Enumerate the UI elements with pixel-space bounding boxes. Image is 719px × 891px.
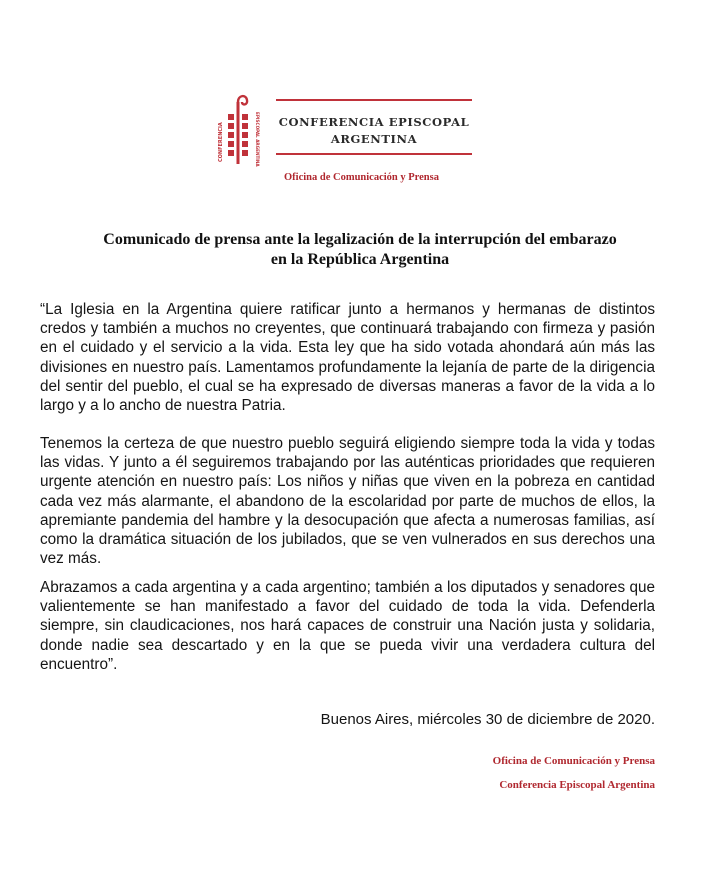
office-name: Oficina de Comunicación y Prensa bbox=[284, 172, 439, 183]
svg-text:EPISCOPAL ARGENTINA: EPISCOPAL ARGENTINA bbox=[255, 112, 260, 167]
letterhead-bottom-rule bbox=[276, 153, 472, 155]
paragraph-2: Tenemos la certeza de que nuestro pueblo seguirá eligiendo siempre toda la vida y todas las vidas. Y junto a él seguiremos trabajando por las auténticas prioridades que requieren urgente atención en nuestro país: Los niños y niñas que viven en la pobreza en cantidad cada vez más alarmante, el abandono de la escolaridad por parte de muchos de ellos, la apremiante pandemia del hambre y la desocupación que afecta a numerosas familias, así como la dramática situación de los jubilados, que se ven vulnerados en sus derechos una vez más. bbox=[40, 435, 655, 568]
svg-text:CONFERENCIA: CONFERENCIA bbox=[218, 122, 224, 162]
letterhead-top-rule bbox=[276, 99, 472, 101]
title-line2: en la República Argentina bbox=[270, 251, 450, 268]
episcopal-logo-icon bbox=[214, 92, 264, 172]
document-title bbox=[40, 230, 680, 270]
title-line1: Comunicado de prensa ante la legalización de la interrupción del embarazo bbox=[103, 231, 617, 248]
paragraph-1: “La Iglesia en la Argentina quiere ratificar junto a hermanos y hermanas de distintos credos y también a muchos no creyentes, que continuará trabajando con firmeza y pasión en el cuidado y el servicio a la vida. Esta ley que ha sido votada ahondará aún más las divisiones en nuestro país. Lamentamos profundamente la lejanía de parte de la dirigencia del sentir del pueblo, el cual se ha expresado de diversas maneras a favor de la vida a lo largo y a lo ancho de nuestra Patria. bbox=[40, 301, 655, 415]
paragraph-3: Abrazamos a cada argentina y a cada argentino; también a los diputados y senadores que valientemente se han manifestado a favor del cuidado de toda la vida. Defenderla siempre, sin claudicaciones, nos hará capaces de construir una Nación justa y solidaria, donde nadie sea descartado y en la que se pueda vivir una verdadera cultura del encuentro”. bbox=[40, 579, 655, 673]
signature-office: Oficina de Comunicación y Prensa bbox=[492, 755, 655, 767]
letterhead bbox=[214, 92, 474, 192]
organization-name-line2: ARGENTINA bbox=[330, 132, 418, 146]
organization-name bbox=[276, 114, 472, 148]
signature-organization: Conferencia Episcopal Argentina bbox=[499, 779, 655, 791]
organization-name-line1: CONFERENCIA EPISCOPAL bbox=[278, 115, 470, 129]
place-and-date: Buenos Aires, miércoles 30 de diciembre de 2020. bbox=[320, 711, 655, 728]
